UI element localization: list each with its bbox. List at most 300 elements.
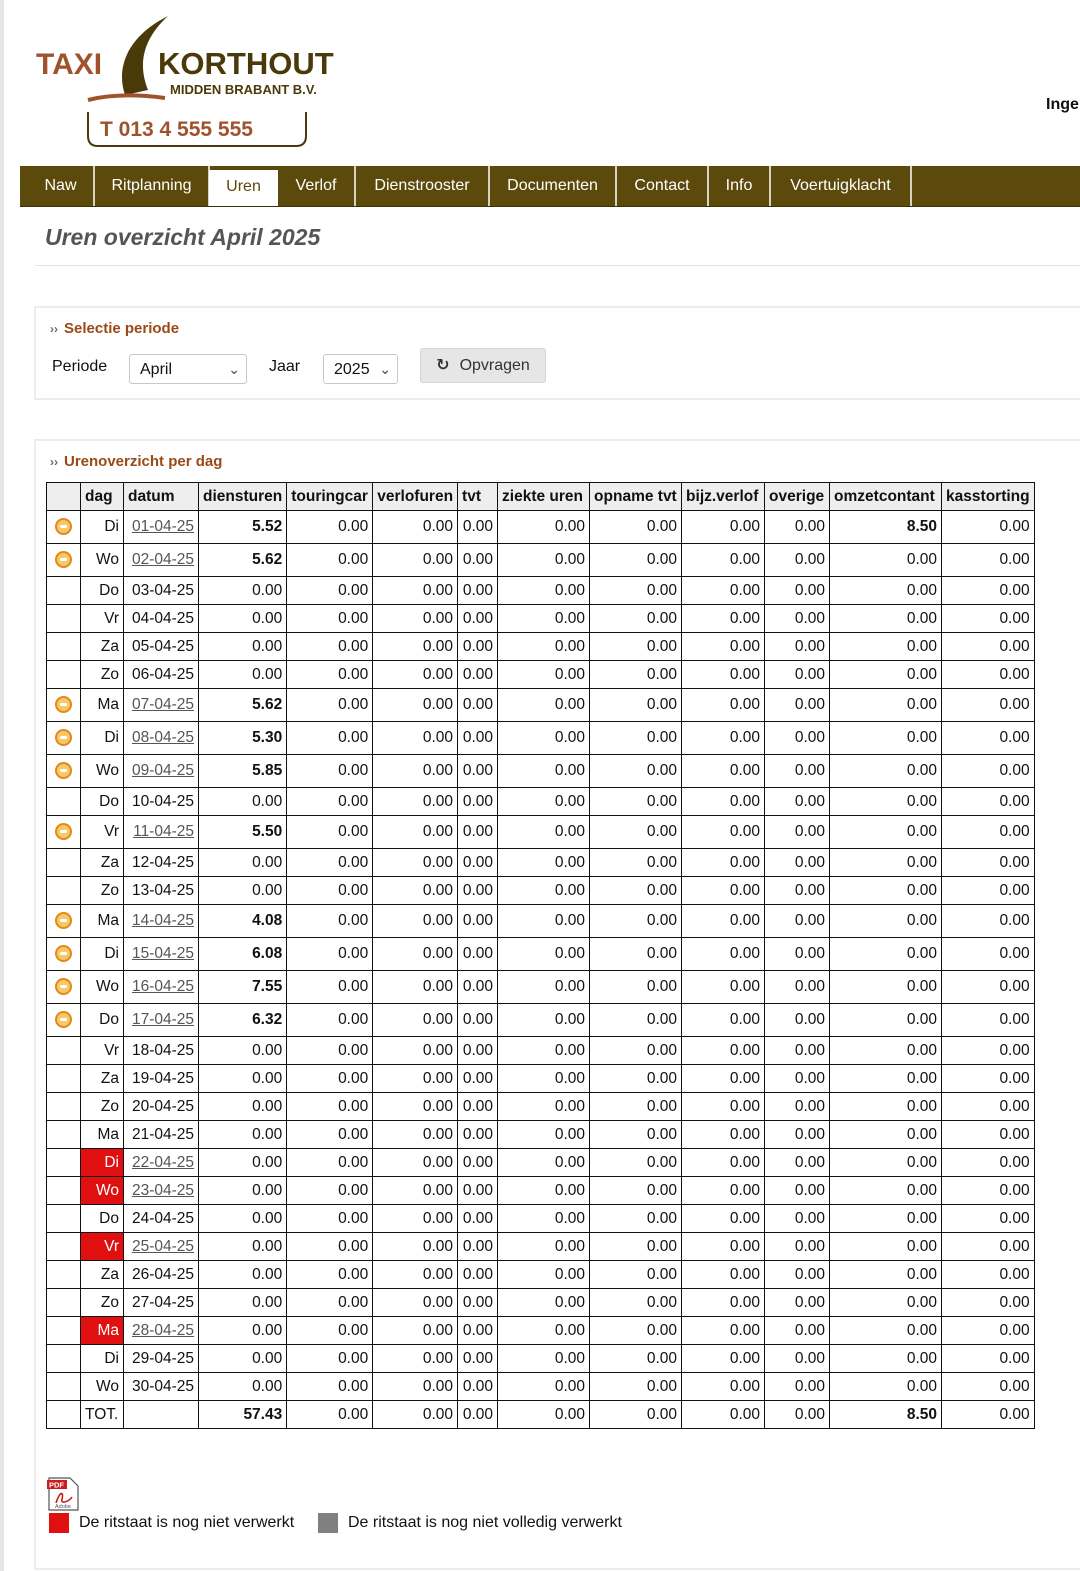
value-cell-kasstorting: 0.00 (942, 1004, 1035, 1037)
value-cell-overige: 0.00 (765, 605, 830, 633)
row-status-cell (47, 1261, 81, 1289)
value-cell-touringcar: 0.00 (287, 1065, 373, 1093)
date-cell[interactable] (124, 1149, 199, 1177)
column-header-kasstorting: kasstorting (942, 483, 1035, 511)
date-cell: 29-04-25 (124, 1345, 199, 1373)
ritstaat-processed-icon[interactable] (55, 823, 72, 840)
table-row (47, 1289, 1035, 1317)
value-cell-kasstorting: 0.00 (942, 1065, 1035, 1093)
nav-item-info[interactable]: Info (709, 166, 771, 206)
value-cell-kasstorting: 0.00 (942, 633, 1035, 661)
legend-red-swatch (49, 1513, 69, 1533)
table-row (47, 1037, 1035, 1065)
value-cell-kasstorting: 0.00 (942, 1037, 1035, 1065)
value-cell-diensturen: 0.00 (199, 1345, 287, 1373)
table-row (47, 755, 1035, 788)
row-status-cell (47, 849, 81, 877)
value-cell-ziekte-uren: 0.00 (498, 905, 590, 938)
row-status-cell[interactable] (47, 971, 81, 1004)
day-cell: Ma (81, 1121, 124, 1149)
value-cell-bijz-verlof: 0.00 (682, 788, 765, 816)
row-status-cell (47, 1121, 81, 1149)
value-cell-touringcar: 0.00 (287, 722, 373, 755)
value-cell-ziekte-uren: 0.00 (498, 1149, 590, 1177)
value-cell-bijz-verlof: 0.00 (682, 849, 765, 877)
nav-item-contact[interactable]: Contact (617, 166, 709, 206)
day-cell: Wo (81, 1177, 124, 1205)
total-cell-touringcar: 0.00 (287, 1401, 373, 1429)
double-chevron-icon: ›› (50, 455, 58, 469)
nav-item-verlof[interactable]: Verlof (278, 166, 356, 206)
value-cell-tvt: 0.00 (458, 755, 498, 788)
value-cell-diensturen: 0.00 (199, 1149, 287, 1177)
value-cell-touringcar: 0.00 (287, 1233, 373, 1261)
value-cell-overige: 0.00 (765, 689, 830, 722)
ritstaat-processed-icon[interactable] (55, 518, 72, 535)
value-cell-omzetcontant: 0.00 (830, 1345, 942, 1373)
date-link[interactable]: 07-04-25 (131, 696, 194, 713)
value-cell-verlofuren: 0.00 (373, 849, 458, 877)
value-cell-omzetcontant: 0.00 (830, 1289, 942, 1317)
table-row (47, 1093, 1035, 1121)
value-cell-verlofuren: 0.00 (373, 1093, 458, 1121)
row-status-cell[interactable] (47, 938, 81, 971)
periode-select[interactable] (129, 354, 247, 384)
value-cell-diensturen: 0.00 (199, 1037, 287, 1065)
value-cell-opname-tvt: 0.00 (590, 1065, 682, 1093)
date-cell[interactable] (124, 905, 199, 938)
value-cell-diensturen: 0.00 (199, 1233, 287, 1261)
value-cell-ziekte-uren: 0.00 (498, 1373, 590, 1401)
value-cell-diensturen: 0.00 (199, 1177, 287, 1205)
day-cell: Di (81, 938, 124, 971)
value-cell-tvt: 0.00 (458, 1037, 498, 1065)
value-cell-diensturen: 0.00 (199, 877, 287, 905)
total-cell-tvt: 0.00 (458, 1401, 498, 1429)
value-cell-ziekte-uren: 0.00 (498, 633, 590, 661)
day-cell: Vr (81, 816, 124, 849)
logo-underline-swoosh (88, 95, 165, 100)
opvragen-button[interactable] (420, 348, 546, 383)
table-row (47, 511, 1035, 544)
column-header-omzetcontant: omzetcontant (830, 483, 942, 511)
day-cell: Di (81, 1345, 124, 1373)
value-cell-tvt: 0.00 (458, 1233, 498, 1261)
column-header-bijz-verlof: bijz.verlof (682, 483, 765, 511)
value-cell-kasstorting: 0.00 (942, 577, 1035, 605)
day-cell: Zo (81, 1289, 124, 1317)
value-cell-diensturen: 5.85 (199, 755, 287, 788)
value-cell-kasstorting: 0.00 (942, 511, 1035, 544)
value-cell-opname-tvt: 0.00 (590, 544, 682, 577)
day-cell: Vr (81, 605, 124, 633)
value-cell-opname-tvt: 0.00 (590, 1317, 682, 1345)
date-cell: 04-04-25 (124, 605, 199, 633)
value-cell-tvt: 0.00 (458, 577, 498, 605)
date-cell[interactable] (124, 971, 199, 1004)
value-cell-verlofuren: 0.00 (373, 788, 458, 816)
day-cell: Wo (81, 1373, 124, 1401)
row-status-cell (47, 1317, 81, 1345)
nav-item-uren[interactable]: Uren (209, 170, 278, 206)
date-cell: 24-04-25 (124, 1205, 199, 1233)
jaar-select-value: 2025 (334, 361, 370, 378)
nav-item-dienstrooster[interactable]: Dienstrooster (356, 166, 490, 206)
date-cell: 05-04-25 (124, 633, 199, 661)
value-cell-kasstorting: 0.00 (942, 938, 1035, 971)
value-cell-overige: 0.00 (765, 1345, 830, 1373)
value-cell-touringcar: 0.00 (287, 1093, 373, 1121)
value-cell-verlofuren: 0.00 (373, 544, 458, 577)
value-cell-kasstorting: 0.00 (942, 1205, 1035, 1233)
value-cell-omzetcontant: 0.00 (830, 1065, 942, 1093)
value-cell-ziekte-uren: 0.00 (498, 722, 590, 755)
table-row (47, 1373, 1035, 1401)
value-cell-verlofuren: 0.00 (373, 1004, 458, 1037)
value-cell-verlofuren: 0.00 (373, 1317, 458, 1345)
nav-item-ritplanning[interactable]: Ritplanning (95, 166, 210, 206)
value-cell-opname-tvt: 0.00 (590, 1345, 682, 1373)
total-cell-verlofuren: 0.00 (373, 1401, 458, 1429)
row-status-cell (47, 1037, 81, 1065)
value-cell-bijz-verlof: 0.00 (682, 1149, 765, 1177)
table-row (47, 577, 1035, 605)
date-cell[interactable] (124, 1177, 199, 1205)
pdf-icon[interactable] (46, 1477, 80, 1511)
value-cell-diensturen: 6.08 (199, 938, 287, 971)
row-status-cell (47, 1345, 81, 1373)
day-cell: Za (81, 633, 124, 661)
selectie-heading-text: Selectie periode (64, 320, 180, 337)
ritstaat-processed-icon[interactable] (55, 729, 72, 746)
date-link[interactable]: 22-04-25 (131, 1153, 194, 1171)
date-cell[interactable] (124, 1317, 199, 1345)
value-cell-overige: 0.00 (765, 1037, 830, 1065)
ritstaat-processed-icon[interactable] (55, 978, 72, 995)
value-cell-overige: 0.00 (765, 544, 830, 577)
jaar-label: Jaar (269, 358, 301, 375)
date-link[interactable]: 23-04-25 (131, 1181, 194, 1199)
table-row (47, 1233, 1035, 1261)
row-status-cell (47, 1065, 81, 1093)
row-status-cell (47, 577, 81, 605)
date-link[interactable]: 08-04-25 (131, 729, 194, 746)
value-cell-touringcar: 0.00 (287, 1149, 373, 1177)
value-cell-opname-tvt: 0.00 (590, 1177, 682, 1205)
value-cell-ziekte-uren: 0.00 (498, 877, 590, 905)
value-cell-ziekte-uren: 0.00 (498, 755, 590, 788)
nav-item-documenten[interactable]: Documenten (490, 166, 617, 206)
row-status-cell[interactable] (47, 816, 81, 849)
table-row (47, 1149, 1035, 1177)
date-link[interactable]: 15-04-25 (131, 945, 194, 962)
date-link[interactable]: 17-04-25 (131, 1011, 194, 1028)
user-name[interactable]: Inge (1046, 96, 1079, 113)
value-cell-diensturen: 5.50 (199, 816, 287, 849)
table-row (47, 1177, 1035, 1205)
value-cell-diensturen: 4.08 (199, 905, 287, 938)
value-cell-verlofuren: 0.00 (373, 971, 458, 1004)
value-cell-touringcar: 0.00 (287, 971, 373, 1004)
value-cell-diensturen: 6.32 (199, 1004, 287, 1037)
value-cell-tvt: 0.00 (458, 938, 498, 971)
date-link[interactable]: 14-04-25 (131, 912, 194, 929)
value-cell-bijz-verlof: 0.00 (682, 722, 765, 755)
column-header-ziekte-uren: ziekte uren (498, 483, 590, 511)
table-row (47, 849, 1035, 877)
periode-label: Periode (52, 358, 108, 375)
column-header-touringcar: touringcar (287, 483, 373, 511)
value-cell-tvt: 0.00 (458, 1121, 498, 1149)
value-cell-touringcar: 0.00 (287, 544, 373, 577)
row-status-cell[interactable] (47, 511, 81, 544)
row-status-cell[interactable] (47, 544, 81, 577)
value-cell-verlofuren: 0.00 (373, 661, 458, 689)
value-cell-omzetcontant: 0.00 (830, 1373, 942, 1401)
date-cell[interactable] (124, 689, 199, 722)
value-cell-tvt: 0.00 (458, 661, 498, 689)
value-cell-overige: 0.00 (765, 877, 830, 905)
column-header-icon (47, 483, 81, 511)
value-cell-bijz-verlof: 0.00 (682, 1373, 765, 1401)
value-cell-diensturen: 0.00 (199, 1121, 287, 1149)
legend-grey-swatch (318, 1513, 338, 1533)
value-cell-ziekte-uren: 0.00 (498, 1121, 590, 1149)
value-cell-touringcar: 0.00 (287, 877, 373, 905)
table-row (47, 1121, 1035, 1149)
selectie-panel (34, 306, 1080, 400)
value-cell-verlofuren: 0.00 (373, 905, 458, 938)
nav-item-naw[interactable]: Naw (28, 166, 95, 206)
value-cell-ziekte-uren: 0.00 (498, 971, 590, 1004)
ritstaat-processed-icon[interactable] (55, 762, 72, 779)
day-cell: Za (81, 1065, 124, 1093)
date-cell[interactable] (124, 755, 199, 788)
table-row (47, 1261, 1035, 1289)
row-status-cell[interactable] (47, 689, 81, 722)
date-cell[interactable] (124, 816, 199, 849)
value-cell-kasstorting: 0.00 (942, 605, 1035, 633)
value-cell-verlofuren: 0.00 (373, 689, 458, 722)
table-row (47, 1004, 1035, 1037)
value-cell-opname-tvt: 0.00 (590, 511, 682, 544)
date-link[interactable]: 02-04-25 (131, 551, 194, 568)
value-cell-bijz-verlof: 0.00 (682, 938, 765, 971)
row-status-cell (47, 1233, 81, 1261)
ritstaat-processed-icon[interactable] (55, 551, 72, 568)
value-cell-touringcar: 0.00 (287, 1177, 373, 1205)
total-cell-omzetcontant: 8.50 (830, 1401, 942, 1429)
row-status-cell[interactable] (47, 755, 81, 788)
value-cell-ziekte-uren: 0.00 (498, 1317, 590, 1345)
day-cell: Di (81, 511, 124, 544)
ritstaat-processed-icon[interactable] (55, 945, 72, 962)
main-nav (20, 166, 1080, 207)
value-cell-overige: 0.00 (765, 938, 830, 971)
day-cell: Zo (81, 661, 124, 689)
row-status-cell[interactable] (47, 1004, 81, 1037)
pdf-adobe-text: Adobe (55, 1504, 71, 1510)
value-cell-touringcar: 0.00 (287, 1373, 373, 1401)
value-cell-touringcar: 0.00 (287, 1037, 373, 1065)
total-cell-bijz-verlof: 0.00 (682, 1401, 765, 1429)
value-cell-touringcar: 0.00 (287, 755, 373, 788)
value-cell-omzetcontant: 0.00 (830, 905, 942, 938)
value-cell-tvt: 0.00 (458, 905, 498, 938)
date-cell[interactable] (124, 544, 199, 577)
uren-table (46, 482, 1035, 1429)
total-cell-diensturen: 57.43 (199, 1401, 287, 1429)
table-row (47, 1065, 1035, 1093)
row-status-cell (47, 1289, 81, 1317)
day-cell: Do (81, 577, 124, 605)
date-link[interactable]: 01-04-25 (131, 518, 194, 535)
value-cell-omzetcontant: 0.00 (830, 1177, 942, 1205)
value-cell-bijz-verlof: 0.00 (682, 1177, 765, 1205)
ritstaat-processed-icon[interactable] (55, 912, 72, 929)
day-cell: Za (81, 849, 124, 877)
value-cell-tvt: 0.00 (458, 849, 498, 877)
value-cell-tvt: 0.00 (458, 633, 498, 661)
value-cell-opname-tvt: 0.00 (590, 816, 682, 849)
value-cell-bijz-verlof: 0.00 (682, 1233, 765, 1261)
date-cell: 13-04-25 (124, 877, 199, 905)
value-cell-tvt: 0.00 (458, 1093, 498, 1121)
value-cell-tvt: 0.00 (458, 816, 498, 849)
column-header-opname-tvt: opname tvt (590, 483, 682, 511)
value-cell-diensturen: 0.00 (199, 605, 287, 633)
value-cell-bijz-verlof: 0.00 (682, 689, 765, 722)
value-cell-ziekte-uren: 0.00 (498, 816, 590, 849)
legend-red-text: De ritstaat is nog niet verwerkt (79, 1514, 295, 1531)
value-cell-overige: 0.00 (765, 1233, 830, 1261)
value-cell-opname-tvt: 0.00 (590, 849, 682, 877)
column-header-verlofuren: verlofuren (373, 483, 458, 511)
value-cell-diensturen: 5.30 (199, 722, 287, 755)
value-cell-omzetcontant: 0.00 (830, 788, 942, 816)
day-cell: Zo (81, 877, 124, 905)
value-cell-omzetcontant: 0.00 (830, 1004, 942, 1037)
table-row (47, 1317, 1035, 1345)
value-cell-touringcar: 0.00 (287, 1205, 373, 1233)
value-cell-tvt: 0.00 (458, 1261, 498, 1289)
value-cell-verlofuren: 0.00 (373, 1289, 458, 1317)
table-header-row (47, 483, 1035, 511)
periode-select-value: April (140, 361, 173, 378)
date-link[interactable]: 11-04-25 (133, 823, 194, 840)
value-cell-verlofuren: 0.00 (373, 1373, 458, 1401)
value-cell-diensturen: 0.00 (199, 577, 287, 605)
table-row (47, 877, 1035, 905)
chevron-down-icon: ⌄ (379, 361, 391, 377)
value-cell-tvt: 0.00 (458, 788, 498, 816)
row-status-cell[interactable] (47, 905, 81, 938)
value-cell-opname-tvt: 0.00 (590, 722, 682, 755)
value-cell-verlofuren: 0.00 (373, 1345, 458, 1373)
table-row (47, 722, 1035, 755)
table-total-row (47, 1401, 1035, 1429)
date-cell[interactable] (124, 722, 199, 755)
value-cell-omzetcontant: 0.00 (830, 971, 942, 1004)
logo-subtitle: MIDDEN BRABANT B.V. (170, 82, 317, 97)
row-status-cell[interactable] (47, 722, 81, 755)
row-status-cell (47, 1373, 81, 1401)
value-cell-diensturen: 5.62 (199, 544, 287, 577)
date-cell[interactable] (124, 511, 199, 544)
day-cell: Vr (81, 1233, 124, 1261)
value-cell-opname-tvt: 0.00 (590, 1233, 682, 1261)
day-cell: Di (81, 722, 124, 755)
date-link[interactable]: 09-04-25 (131, 762, 194, 779)
value-cell-overige: 0.00 (765, 1065, 830, 1093)
value-cell-bijz-verlof: 0.00 (682, 577, 765, 605)
value-cell-overige: 0.00 (765, 1261, 830, 1289)
value-cell-opname-tvt: 0.00 (590, 1093, 682, 1121)
value-cell-kasstorting: 0.00 (942, 1121, 1035, 1149)
column-header-diensturen: diensturen (199, 483, 287, 511)
value-cell-overige: 0.00 (765, 816, 830, 849)
value-cell-verlofuren: 0.00 (373, 1177, 458, 1205)
total-cell-opname-tvt: 0.00 (590, 1401, 682, 1429)
total-empty-cell (47, 1401, 81, 1429)
jaar-select[interactable] (323, 354, 398, 384)
value-cell-omzetcontant: 0.00 (830, 1093, 942, 1121)
date-cell: 12-04-25 (124, 849, 199, 877)
date-cell[interactable] (124, 1233, 199, 1261)
ritstaat-processed-icon[interactable] (55, 696, 72, 713)
ritstaat-processed-icon[interactable] (55, 1011, 72, 1028)
legend-grey-text: De ritstaat is nog niet volledig verwerkt (348, 1514, 622, 1531)
row-status-cell (47, 661, 81, 689)
value-cell-bijz-verlof: 0.00 (682, 661, 765, 689)
date-link[interactable]: 16-04-25 (131, 978, 194, 995)
table-row (47, 1205, 1035, 1233)
value-cell-tvt: 0.00 (458, 971, 498, 1004)
value-cell-ziekte-uren: 0.00 (498, 544, 590, 577)
value-cell-omzetcontant: 0.00 (830, 633, 942, 661)
value-cell-overige: 0.00 (765, 511, 830, 544)
value-cell-kasstorting: 0.00 (942, 1093, 1035, 1121)
value-cell-tvt: 0.00 (458, 1289, 498, 1317)
nav-item-voertuigklacht[interactable]: Voertuigklacht (771, 166, 912, 206)
value-cell-opname-tvt: 0.00 (590, 577, 682, 605)
value-cell-ziekte-uren: 0.00 (498, 1205, 590, 1233)
table-row (47, 605, 1035, 633)
date-cell: 21-04-25 (124, 1121, 199, 1149)
taxi-korthout-logo (30, 10, 370, 155)
value-cell-bijz-verlof: 0.00 (682, 905, 765, 938)
date-link[interactable]: 25-04-25 (131, 1237, 194, 1255)
value-cell-verlofuren: 0.00 (373, 605, 458, 633)
value-cell-overige: 0.00 (765, 1093, 830, 1121)
value-cell-kasstorting: 0.00 (942, 755, 1035, 788)
value-cell-overige: 0.00 (765, 577, 830, 605)
date-link[interactable]: 28-04-25 (131, 1321, 194, 1339)
day-cell: Do (81, 788, 124, 816)
value-cell-bijz-verlof: 0.00 (682, 633, 765, 661)
value-cell-diensturen: 0.00 (199, 788, 287, 816)
value-cell-diensturen: 0.00 (199, 849, 287, 877)
value-cell-bijz-verlof: 0.00 (682, 1205, 765, 1233)
table-row (47, 971, 1035, 1004)
value-cell-diensturen: 0.00 (199, 1093, 287, 1121)
value-cell-kasstorting: 0.00 (942, 1233, 1035, 1261)
value-cell-bijz-verlof: 0.00 (682, 1004, 765, 1037)
date-cell[interactable] (124, 1004, 199, 1037)
value-cell-omzetcontant: 0.00 (830, 1205, 942, 1233)
value-cell-tvt: 0.00 (458, 722, 498, 755)
date-cell[interactable] (124, 938, 199, 971)
